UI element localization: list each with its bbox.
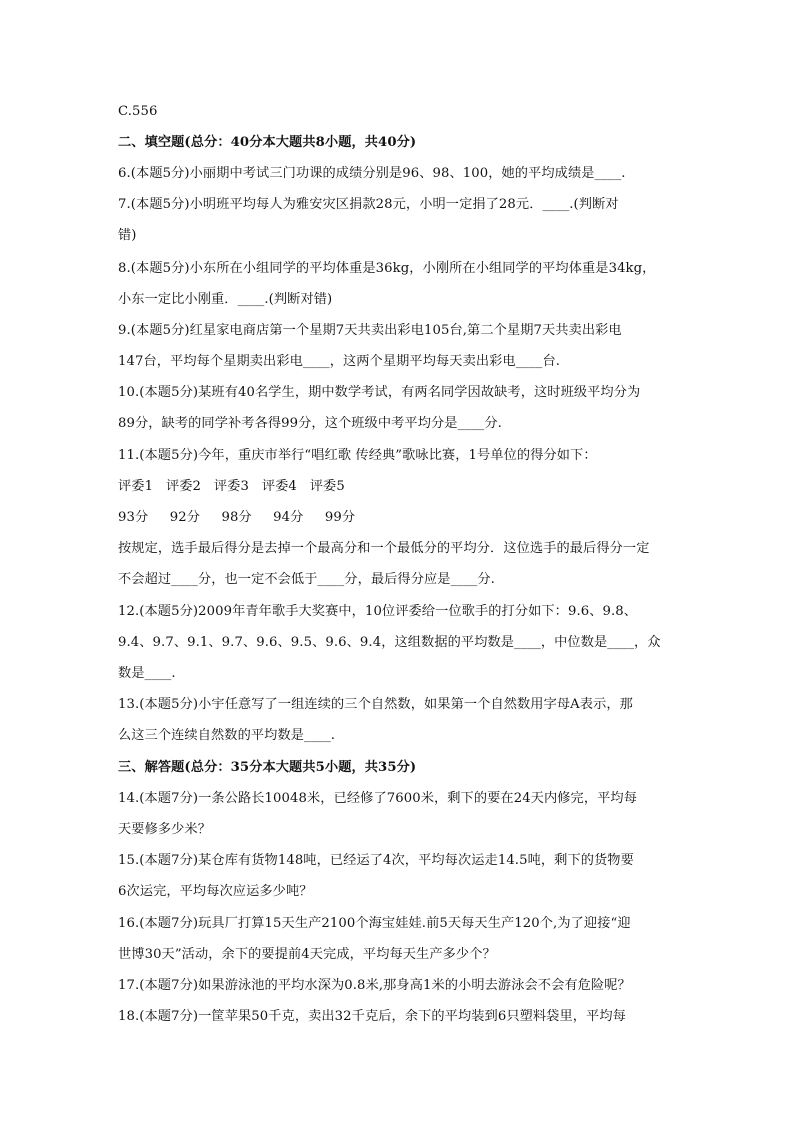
section-heading-answer: 三、解答题(总分：35分本大题共5小题，共35分) xyxy=(118,760,417,775)
question-10-line-1: 10.(本题5分)某班有40名学生，期中数学考试，有两名同学因故缺考，这时班级平均分为 xyxy=(118,385,641,400)
question-8-line-1: 8.(本题5分)小东所在小组同学的平均体重是36kg，小刚所在小组同学的平均体重是34kg， xyxy=(118,261,656,276)
question-9-line-1: 9.(本题5分)红星家电商店第一个星期7天共卖出彩电105台,第二个星期7天共卖出彩电 xyxy=(118,323,622,338)
question-10-line-2: 89分，缺考的同学补考各得99分，这个班级中考平均分是____分. xyxy=(118,416,502,431)
judges-header-row: 评委1 评委2 评委3 评委4 评委5 xyxy=(118,479,345,494)
question-16-line-1: 16.(本题7分)玩具厂打算15天生产2100个海宝娃娃.前5天每天生产120个,为了迎接“迎 xyxy=(118,916,631,931)
question-12-line-1: 12.(本题5分)2009年青年歌手大奖赛中，10位评委给一位歌手的打分如下：9.6、9.8、 xyxy=(118,604,638,619)
section-heading-fill-in: 二、填空题(总分：40分本大题共8小题，共40分) xyxy=(118,135,417,150)
question-11-line-2: 按规定，选手最后得分是去掉一个最高分和一个最低分的平均分．这位选手的最后得分一定 xyxy=(118,541,650,556)
question-11-line-1: 11.(本题5分)今年，重庆市举行“唱红歌 传经典”歌咏比赛，1号单位的得分如下： xyxy=(118,448,597,463)
question-6: 6.(本题5分)小丽期中考试三门功课的成绩分别是96、98、100，她的平均成绩是____. xyxy=(118,166,626,181)
question-12-line-2: 9.4、9.7、9.1、9.7、9.6、9.5、9.6、9.4，这组数据的平均数是____，中位数是____，众 xyxy=(118,635,661,650)
question-15-line-2: 6次运完，平均每次应运多少吨？ xyxy=(118,884,313,899)
question-15-line-1: 15.(本题7分)某仓库有货物148吨，已经运了4次，平均每次运走14.5吨，剩下的货物要 xyxy=(118,853,634,868)
question-9-line-2: 147台，平均每个星期卖出彩电____，这两个星期平均每天卖出彩电____台. xyxy=(118,354,561,369)
question-17: 17.(本题7分)如果游泳池的平均水深为0.8米,那身高1米的小明去游泳会不会有危险呢？ xyxy=(118,978,631,993)
question-12-line-3: 数是____. xyxy=(118,666,176,681)
question-14-line-1: 14.(本题7分)一条公路长10048米，已经修了7600米，剩下的要在24天内修完，平均每 xyxy=(118,791,637,806)
question-11-line-3: 不会超过____分，也一定不会低于____分，最后得分应是____分. xyxy=(118,572,495,587)
question-7-line-1: 7.(本题5分)小明班平均每人为雅安灾区捐款28元，小明一定捐了28元．____.(判断对 xyxy=(118,197,619,212)
option-c-text: C.556 xyxy=(118,104,158,119)
question-14-line-2: 天要修多少米？ xyxy=(118,822,212,837)
question-13-line-1: 13.(本题5分)小宇任意写了一组连续的三个自然数，如果第一个自然数用字母A表示，那 xyxy=(118,697,633,712)
judges-score-row: 93分 92分 98分 94分 99分 xyxy=(118,510,356,525)
question-13-line-2: 么这三个连续自然数的平均数是____. xyxy=(118,728,336,743)
question-16-line-2: 世博30天”活动，余下的要提前4天完成，平均每天生产多少个？ xyxy=(118,947,496,962)
question-7-line-2: 错) xyxy=(118,228,137,243)
question-18-line-1: 18.(本题7分)一筐苹果50千克，卖出32千克后，余下的平均装到6只塑料袋里，平均每 xyxy=(118,1009,626,1024)
question-8-line-2: 小东一定比小刚重．____.(判断对错) xyxy=(118,292,333,307)
